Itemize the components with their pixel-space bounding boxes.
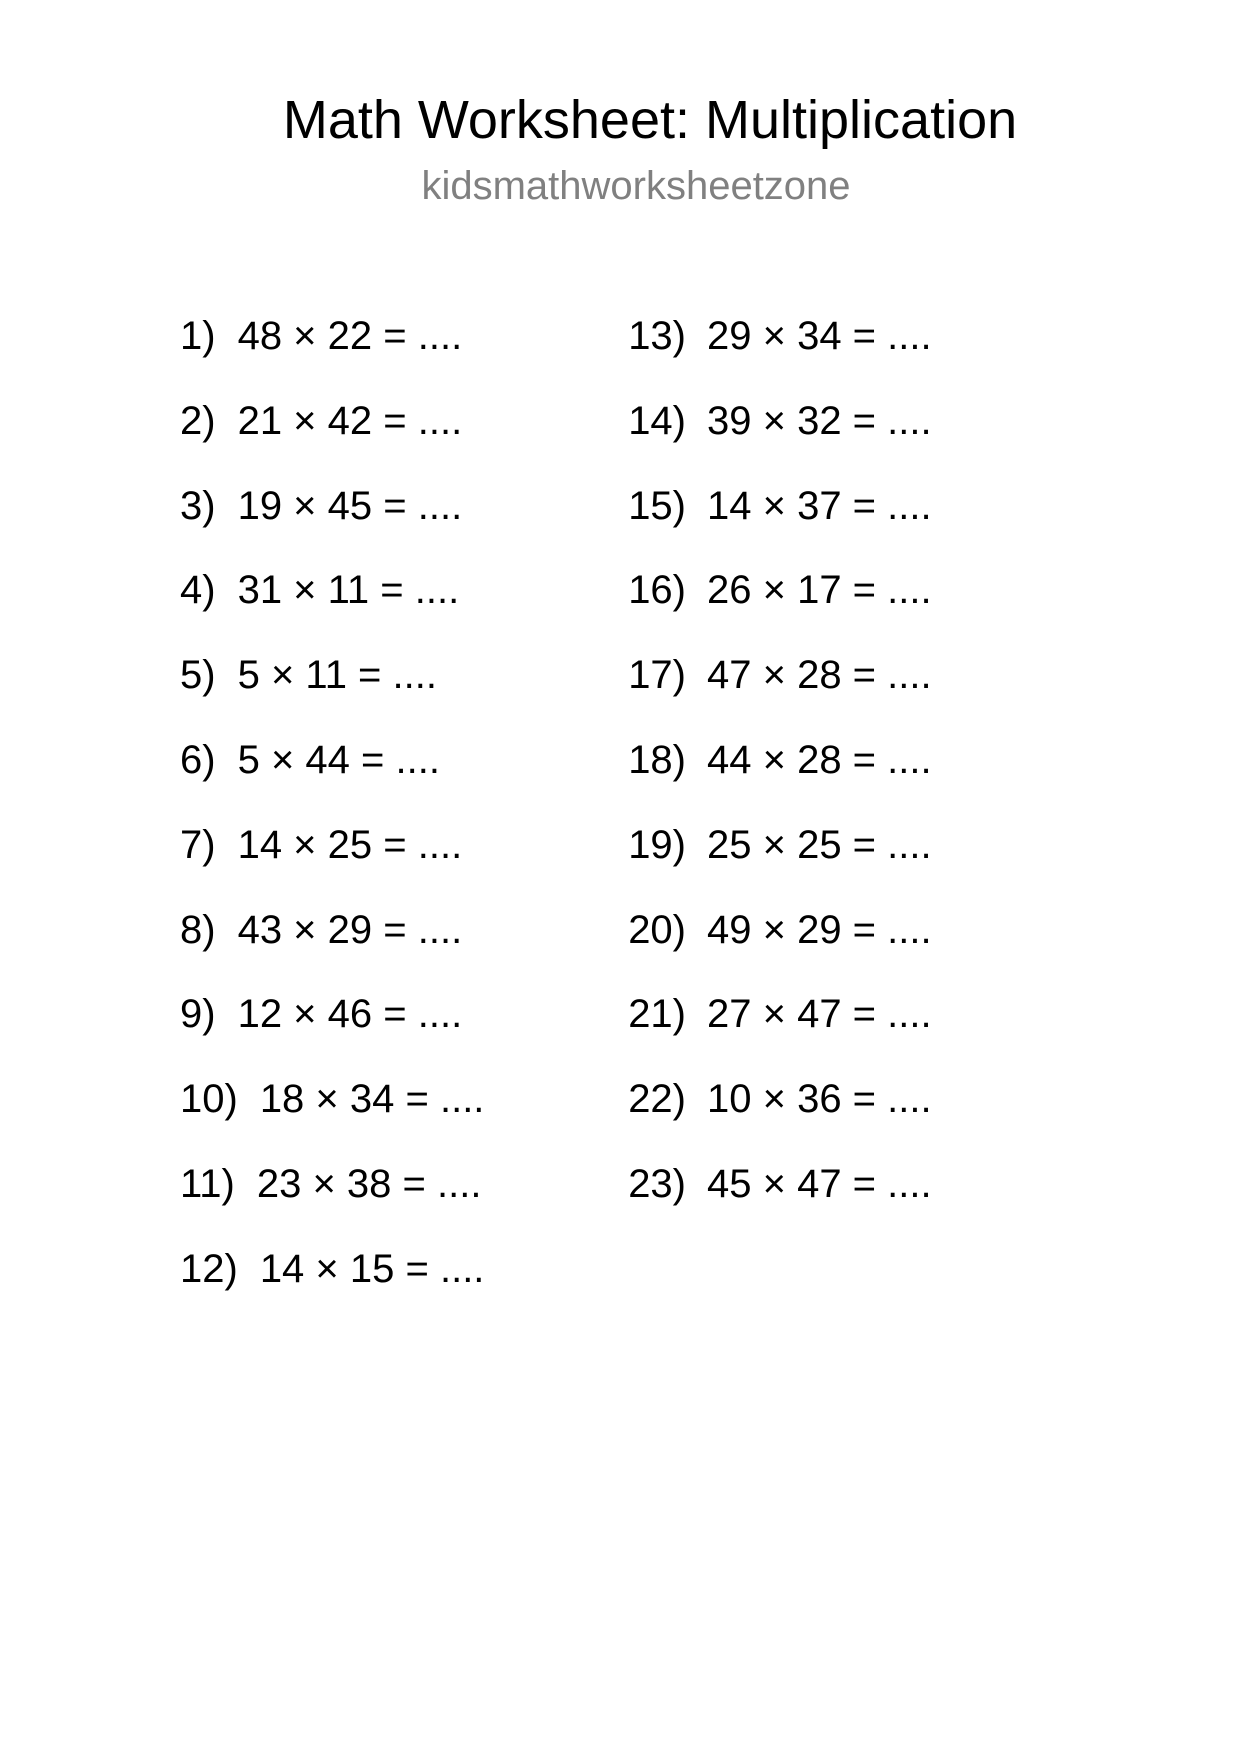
problem-number: 19) [628, 822, 686, 867]
problem-expression: 49 × 29 = .... [707, 907, 932, 952]
problem-expression: 29 × 34 = .... [707, 314, 932, 358]
problem-number: 12) [180, 1246, 238, 1291]
worksheet-title: Math Worksheet: Multiplication [282, 90, 1018, 150]
problem-number: 8) [180, 907, 216, 952]
problem-item [0, 819, 1240, 904]
problem-number: 4) [180, 568, 216, 613]
problem-number: 21) [628, 992, 686, 1037]
problem-expression: 14 × 15 = .... [259, 1246, 485, 1291]
problem-expression: 14 × 25 = .... [237, 822, 463, 867]
problem-item [0, 395, 1240, 480]
problem-expression: 43 × 29 = .... [237, 907, 463, 952]
problem-number: 9) [180, 992, 216, 1037]
worksheet-subtitle: kidsmathworksheetzone [421, 164, 851, 208]
problem-item [0, 1073, 1240, 1158]
problem-item [0, 564, 1240, 649]
problem-expression: 27 × 47 = .... [707, 992, 932, 1037]
problem-expression: 12 × 46 = .... [237, 992, 463, 1037]
problem-expression: 44 × 28 = .... [707, 737, 932, 782]
problem-item [0, 649, 1240, 734]
problem-expression: 21 × 42 = .... [237, 398, 463, 443]
problem-item [180, 1243, 484, 1328]
problem-number: 11) [180, 1161, 235, 1206]
problem-number: 5) [180, 653, 216, 698]
problem-number: 16) [628, 568, 686, 613]
problem-number: 13) [628, 314, 686, 358]
problem-number: 14) [628, 398, 686, 443]
problem-expression: 18 × 34 = .... [259, 1077, 485, 1122]
problem-number: 22) [628, 1077, 686, 1122]
problem-number: 23) [628, 1161, 686, 1206]
problem-expression: 31 × 11 = .... [237, 568, 460, 613]
problem-expression: 23 × 38 = .... [256, 1161, 482, 1206]
problem-number: 2) [180, 398, 216, 443]
problem-expression: 39 × 32 = .... [707, 398, 932, 443]
problem-expression: 14 × 37 = .... [707, 483, 932, 528]
problem-expression: 45 × 47 = .... [707, 1161, 932, 1206]
problem-expression: 19 × 45 = .... [237, 483, 463, 528]
problem-number: 15) [628, 483, 686, 528]
problem-item [0, 480, 1240, 565]
problem-expression: 5 × 11 = .... [237, 653, 437, 698]
problem-number: 1) [180, 314, 216, 358]
problem-item [0, 904, 1240, 989]
problem-expression: 5 × 44 = .... [237, 737, 440, 782]
problem-item [0, 988, 1240, 1073]
problem-expression: 47 × 28 = .... [707, 653, 932, 698]
problem-number: 6) [180, 737, 216, 782]
problem-item [0, 734, 1240, 819]
problem-number: 18) [628, 737, 686, 782]
problem-expression: 48 × 22 = .... [237, 314, 463, 358]
problem-number: 10) [180, 1077, 238, 1122]
problem-number: 3) [180, 483, 216, 528]
problem-column-right [0, 310, 1240, 1243]
problem-item [0, 1158, 1240, 1243]
problem-number: 20) [628, 907, 686, 952]
problem-expression: 10 × 36 = .... [707, 1077, 932, 1122]
problem-item [0, 310, 1240, 395]
problem-expression: 25 × 25 = .... [707, 822, 932, 867]
problem-expression: 26 × 17 = .... [707, 568, 932, 613]
problem-number: 17) [628, 653, 686, 698]
problem-number: 7) [180, 822, 216, 867]
